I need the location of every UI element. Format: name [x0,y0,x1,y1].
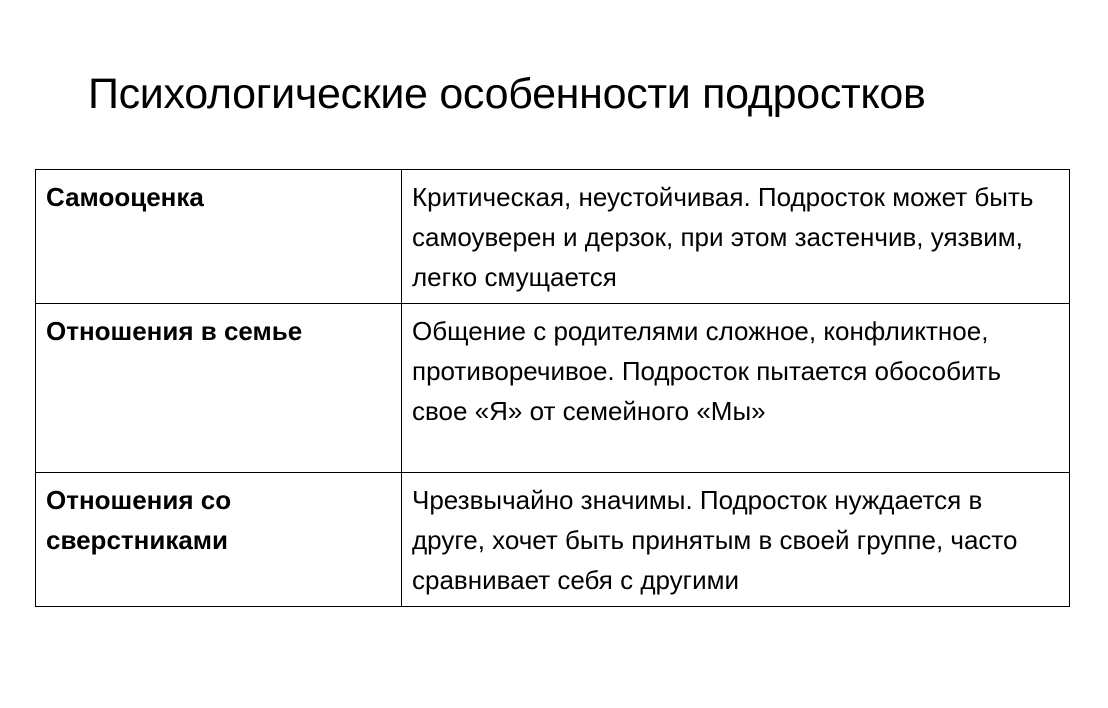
aspect-cell: Отношения в семье [36,304,402,473]
table-body [36,170,1070,607]
table-row-peer-relations [36,473,1070,607]
slide-title: Психологические особенности подростков [88,70,926,118]
table-row-family-relations [36,304,1070,473]
description-cell: Общение с родителями сложное, конфликтное, противоречивое. Подросток пытается обособить свое «Я» от семейного «Мы» [402,304,1070,473]
table-row-self-esteem [36,170,1070,304]
description-cell: Критическая, неустойчивая. Подросток может быть самоуверен и дерзок, при этом застенчив, уязвим, легко смущается [402,170,1070,304]
aspect-cell: Самооценка [36,170,402,304]
aspect-cell: Отношения со сверстниками [36,473,402,607]
description-cell: Чрезвычайно значимы. Подросток нуждается в друге, хочет быть принятым в своей группе, часто сравнивает себя с другими [402,473,1070,607]
characteristics-table [35,169,1070,607]
